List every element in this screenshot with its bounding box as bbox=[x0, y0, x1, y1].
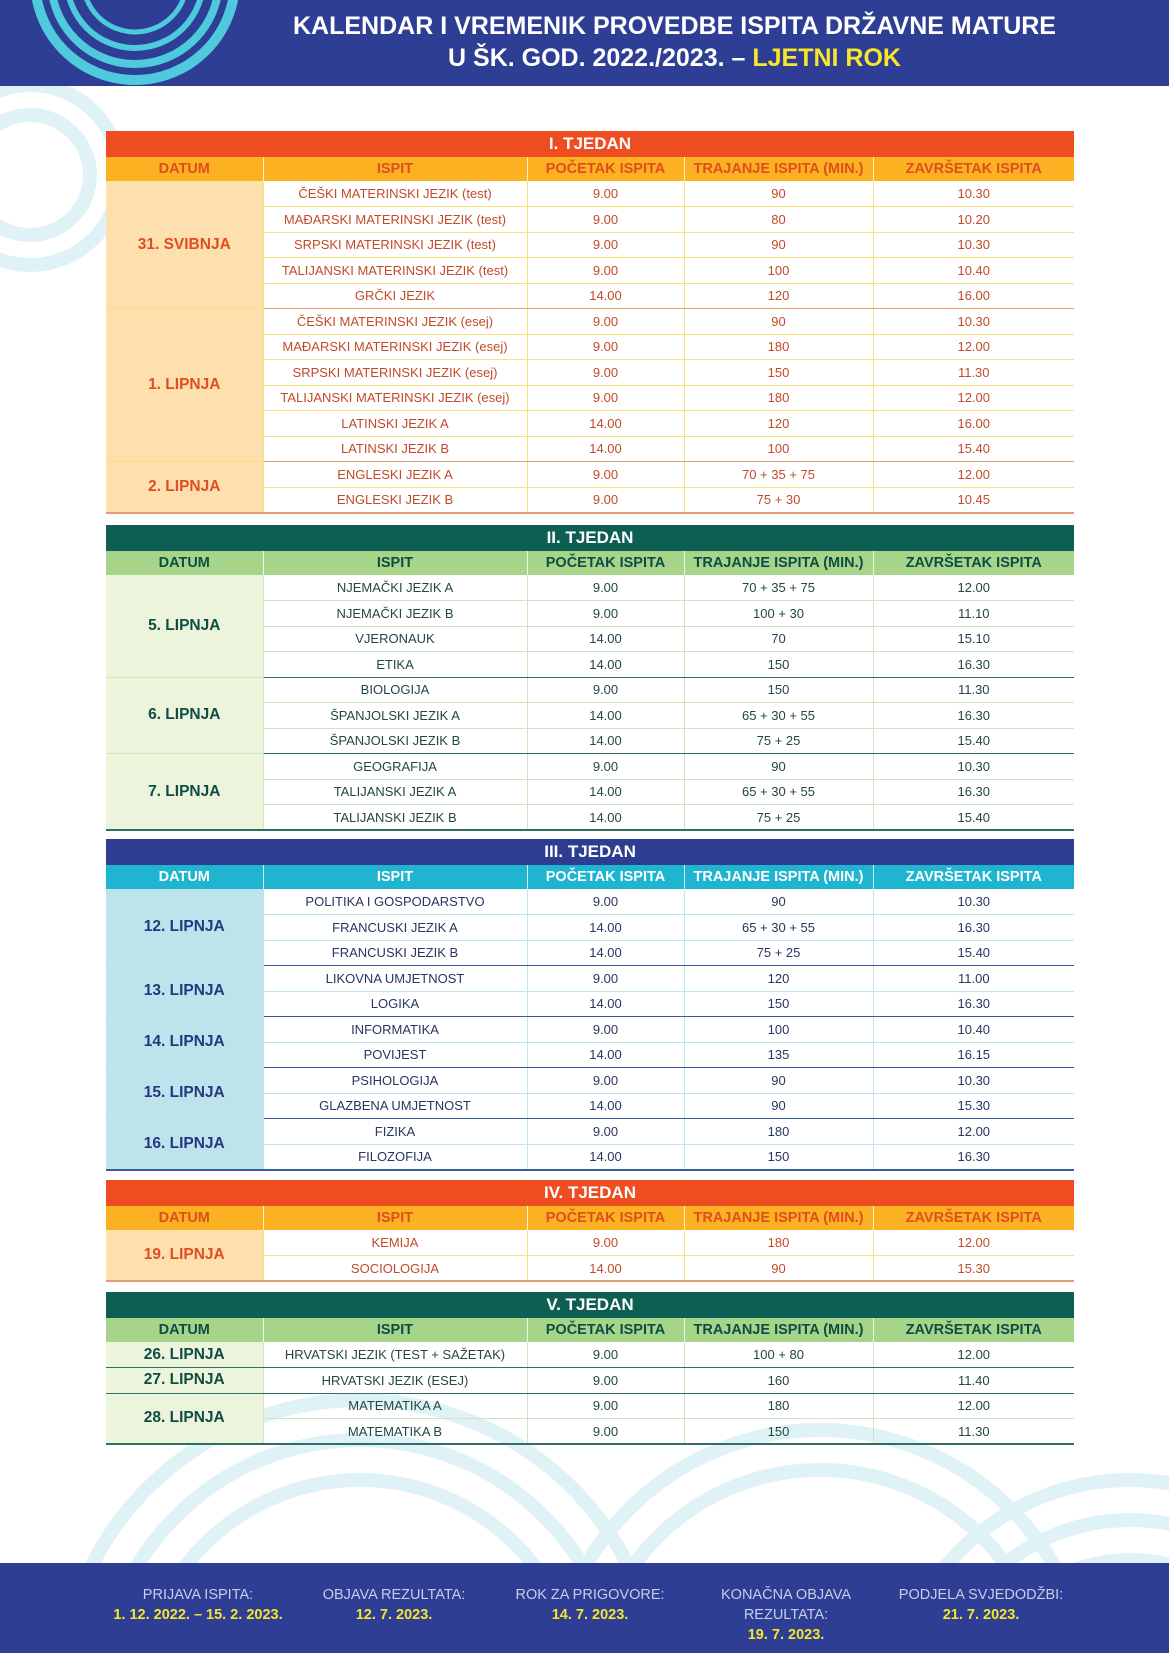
exam-duration: 65 + 30 + 55 bbox=[684, 779, 873, 805]
week-title: III. TJEDAN bbox=[106, 839, 1074, 865]
footer-item-konacna-objava bbox=[681, 1585, 891, 1645]
page-title bbox=[240, 10, 1109, 74]
exam-duration: 120 bbox=[684, 283, 873, 309]
exam-end: 16.00 bbox=[873, 283, 1074, 309]
exam-duration: 100 bbox=[684, 436, 873, 462]
exam-date: 14. LIPNJA bbox=[106, 1017, 263, 1068]
exam-end: 11.30 bbox=[873, 677, 1074, 703]
column-header-datum: DATUM bbox=[106, 1206, 263, 1230]
exam-start: 14.00 bbox=[527, 1042, 684, 1068]
exam-date: 5. LIPNJA bbox=[106, 575, 263, 677]
footer-date: 19. 7. 2023. bbox=[747, 1627, 825, 1643]
exam-subject: LATINSKI JEZIK A bbox=[263, 411, 527, 437]
exam-row bbox=[106, 1342, 1074, 1368]
exam-start: 9.00 bbox=[527, 258, 684, 284]
exam-subject: FIZIKA bbox=[263, 1119, 527, 1145]
exam-subject: PSIHOLOGIJA bbox=[263, 1068, 527, 1094]
exam-subject: NJEMAČKI JEZIK B bbox=[263, 601, 527, 627]
exam-start: 9.00 bbox=[527, 1230, 684, 1256]
exam-subject: FRANCUSKI JEZIK B bbox=[263, 940, 527, 966]
exam-end: 11.30 bbox=[873, 1419, 1074, 1445]
exam-row bbox=[106, 575, 1074, 601]
exam-start: 14.00 bbox=[527, 626, 684, 652]
column-header-ispit: ISPIT bbox=[263, 1318, 527, 1342]
exam-duration: 70 + 35 + 75 bbox=[684, 462, 873, 488]
exam-subject: POLITIKA I GOSPODARSTVO bbox=[263, 889, 527, 915]
exam-end: 11.00 bbox=[873, 966, 1074, 992]
footer-date: 14. 7. 2023. bbox=[551, 1607, 629, 1623]
footer-deadlines bbox=[0, 1563, 1169, 1653]
exam-subject: MATEMATIKA A bbox=[263, 1393, 527, 1419]
exam-subject: SRPSKI MATERINSKI JEZIK (esej) bbox=[263, 360, 527, 386]
exam-duration: 75 + 30 bbox=[684, 487, 873, 513]
exam-date: 27. LIPNJA bbox=[106, 1368, 263, 1394]
column-header-trajanje: TRAJANJE ISPITA (MIN.) bbox=[684, 1206, 873, 1230]
column-header-trajanje: TRAJANJE ISPITA (MIN.) bbox=[684, 551, 873, 575]
column-header-zavrsetak: ZAVRŠETAK ISPITA bbox=[873, 1206, 1074, 1230]
exam-subject: FRANCUSKI JEZIK A bbox=[263, 915, 527, 941]
column-header-trajanje: TRAJANJE ISPITA (MIN.) bbox=[684, 157, 873, 181]
exam-subject: FILOZOFIJA bbox=[263, 1144, 527, 1170]
week-section bbox=[106, 131, 1074, 514]
exam-start: 9.00 bbox=[527, 1068, 684, 1094]
exam-subject: GLAZBENA UMJETNOST bbox=[263, 1093, 527, 1119]
week-table bbox=[106, 839, 1074, 1171]
column-header-row bbox=[106, 551, 1074, 575]
exam-subject: TALIJANSKI MATERINSKI JEZIK (test) bbox=[263, 258, 527, 284]
column-header-zavrsetak: ZAVRŠETAK ISPITA bbox=[873, 865, 1074, 889]
exam-duration: 150 bbox=[684, 652, 873, 678]
week-title: II. TJEDAN bbox=[106, 525, 1074, 551]
week-section bbox=[106, 839, 1074, 1171]
footer-date: 12. 7. 2023. bbox=[355, 1607, 433, 1623]
exam-duration: 90 bbox=[684, 309, 873, 335]
exam-subject: VJERONAUK bbox=[263, 626, 527, 652]
exam-start: 9.00 bbox=[527, 601, 684, 627]
exam-row bbox=[106, 966, 1074, 992]
exam-date: 19. LIPNJA bbox=[106, 1230, 263, 1281]
exam-end: 12.00 bbox=[873, 334, 1074, 360]
exam-duration: 120 bbox=[684, 411, 873, 437]
exam-end: 10.30 bbox=[873, 1068, 1074, 1094]
column-header-datum: DATUM bbox=[106, 157, 263, 181]
week-title-row bbox=[106, 839, 1074, 865]
exam-duration: 150 bbox=[684, 1419, 873, 1445]
exam-date: 28. LIPNJA bbox=[106, 1393, 263, 1444]
column-header-pocetak: POČETAK ISPITA bbox=[527, 157, 684, 181]
exam-duration: 90 bbox=[684, 1068, 873, 1094]
page-header bbox=[0, 0, 1169, 86]
exam-start: 9.00 bbox=[527, 334, 684, 360]
footer-item-prijava bbox=[93, 1585, 303, 1625]
exam-subject: BIOLOGIJA bbox=[263, 677, 527, 703]
exam-end: 12.00 bbox=[873, 575, 1074, 601]
exam-start: 14.00 bbox=[527, 728, 684, 754]
exam-duration: 100 + 30 bbox=[684, 601, 873, 627]
exam-date: 16. LIPNJA bbox=[106, 1119, 263, 1170]
footer-label: PRIJAVA ISPITA: bbox=[142, 1587, 254, 1603]
footer-label: ROK ZA PRIGOVORE: bbox=[515, 1587, 665, 1603]
column-header-pocetak: POČETAK ISPITA bbox=[527, 865, 684, 889]
exam-start: 14.00 bbox=[527, 779, 684, 805]
exam-end: 15.30 bbox=[873, 1093, 1074, 1119]
exam-end: 10.30 bbox=[873, 754, 1074, 780]
exam-subject: ŠPANJOLSKI JEZIK A bbox=[263, 703, 527, 729]
exam-duration: 180 bbox=[684, 1393, 873, 1419]
week-table bbox=[106, 525, 1074, 831]
exam-start: 9.00 bbox=[527, 677, 684, 703]
column-header-datum: DATUM bbox=[106, 551, 263, 575]
exam-end: 10.20 bbox=[873, 207, 1074, 233]
exam-duration: 70 + 35 + 75 bbox=[684, 575, 873, 601]
exam-date: 6. LIPNJA bbox=[106, 677, 263, 754]
exam-end: 10.30 bbox=[873, 181, 1074, 207]
exam-end: 16.15 bbox=[873, 1042, 1074, 1068]
footer-item-prigovori bbox=[485, 1585, 695, 1625]
column-header-trajanje: TRAJANJE ISPITA (MIN.) bbox=[684, 1318, 873, 1342]
week-title-row bbox=[106, 525, 1074, 551]
exam-subject: TALIJANSKI MATERINSKI JEZIK (esej) bbox=[263, 385, 527, 411]
exam-end: 12.00 bbox=[873, 462, 1074, 488]
exam-start: 9.00 bbox=[527, 487, 684, 513]
column-header-trajanje: TRAJANJE ISPITA (MIN.) bbox=[684, 865, 873, 889]
exam-subject: HRVATSKI JEZIK (TEST + SAŽETAK) bbox=[263, 1342, 527, 1368]
exam-duration: 180 bbox=[684, 1230, 873, 1256]
exam-start: 9.00 bbox=[527, 966, 684, 992]
exam-duration: 180 bbox=[684, 385, 873, 411]
exam-row bbox=[106, 1068, 1074, 1094]
exam-start: 14.00 bbox=[527, 991, 684, 1017]
exam-duration: 100 bbox=[684, 1017, 873, 1043]
exam-start: 14.00 bbox=[527, 915, 684, 941]
exam-duration: 70 bbox=[684, 626, 873, 652]
exam-start: 14.00 bbox=[527, 703, 684, 729]
exam-date: 26. LIPNJA bbox=[106, 1342, 263, 1368]
exam-end: 15.10 bbox=[873, 626, 1074, 652]
exam-subject: ŠPANJOLSKI JEZIK B bbox=[263, 728, 527, 754]
footer-label: OBJAVA REZULTATA: bbox=[322, 1587, 466, 1603]
exam-start: 14.00 bbox=[527, 283, 684, 309]
exam-duration: 90 bbox=[684, 754, 873, 780]
title-line-1: KALENDAR I VREMENIK PROVEDBE ISPITA DRŽAVNE MATURE bbox=[292, 12, 1056, 40]
exam-end: 16.00 bbox=[873, 411, 1074, 437]
exam-date: 1. LIPNJA bbox=[106, 309, 263, 462]
week-table bbox=[106, 1292, 1074, 1445]
exam-row bbox=[106, 181, 1074, 207]
column-header-row bbox=[106, 1318, 1074, 1342]
exam-end: 10.40 bbox=[873, 1017, 1074, 1043]
exam-start: 14.00 bbox=[527, 1144, 684, 1170]
column-header-ispit: ISPIT bbox=[263, 865, 527, 889]
exam-duration: 150 bbox=[684, 360, 873, 386]
exam-row bbox=[106, 1230, 1074, 1256]
exam-duration: 160 bbox=[684, 1368, 873, 1394]
title-line-2-prefix: U ŠK. GOD. 2022./2023. – bbox=[448, 44, 753, 72]
exam-duration: 150 bbox=[684, 677, 873, 703]
exam-end: 16.30 bbox=[873, 703, 1074, 729]
week-table bbox=[106, 131, 1074, 514]
exam-start: 9.00 bbox=[527, 385, 684, 411]
exam-date: 2. LIPNJA bbox=[106, 462, 263, 513]
exam-end: 15.30 bbox=[873, 1256, 1074, 1282]
exam-duration: 100 + 80 bbox=[684, 1342, 873, 1368]
exam-row bbox=[106, 677, 1074, 703]
exam-subject: ENGLESKI JEZIK A bbox=[263, 462, 527, 488]
exam-duration: 120 bbox=[684, 966, 873, 992]
exam-duration: 90 bbox=[684, 1256, 873, 1282]
exam-end: 16.30 bbox=[873, 915, 1074, 941]
exam-start: 9.00 bbox=[527, 207, 684, 233]
exam-duration: 65 + 30 + 55 bbox=[684, 915, 873, 941]
column-header-ispit: ISPIT bbox=[263, 1206, 527, 1230]
exam-start: 9.00 bbox=[527, 1419, 684, 1445]
exam-date: 15. LIPNJA bbox=[106, 1068, 263, 1119]
column-header-ispit: ISPIT bbox=[263, 551, 527, 575]
exam-start: 14.00 bbox=[527, 411, 684, 437]
exam-end: 10.30 bbox=[873, 232, 1074, 258]
exam-end: 10.45 bbox=[873, 487, 1074, 513]
exam-start: 14.00 bbox=[527, 436, 684, 462]
header-circles-decoration bbox=[0, 0, 260, 86]
exam-row bbox=[106, 1119, 1074, 1145]
exam-end: 10.40 bbox=[873, 258, 1074, 284]
column-header-pocetak: POČETAK ISPITA bbox=[527, 1206, 684, 1230]
exam-end: 15.40 bbox=[873, 805, 1074, 831]
exam-duration: 150 bbox=[684, 1144, 873, 1170]
week-section bbox=[106, 1180, 1074, 1282]
exam-start: 9.00 bbox=[527, 575, 684, 601]
title-line-2 bbox=[240, 42, 1109, 74]
exam-start: 9.00 bbox=[527, 754, 684, 780]
exam-subject: TALIJANSKI JEZIK B bbox=[263, 805, 527, 831]
exam-subject: SRPSKI MATERINSKI JEZIK (test) bbox=[263, 232, 527, 258]
exam-end: 10.30 bbox=[873, 889, 1074, 915]
exam-subject: INFORMATIKA bbox=[263, 1017, 527, 1043]
exam-subject: KEMIJA bbox=[263, 1230, 527, 1256]
exam-duration: 90 bbox=[684, 889, 873, 915]
column-header-zavrsetak: ZAVRŠETAK ISPITA bbox=[873, 551, 1074, 575]
week-title-row bbox=[106, 131, 1074, 157]
exam-subject: LOGIKA bbox=[263, 991, 527, 1017]
exam-start: 9.00 bbox=[527, 889, 684, 915]
exam-row bbox=[106, 309, 1074, 335]
exam-duration: 180 bbox=[684, 334, 873, 360]
exam-end: 15.40 bbox=[873, 940, 1074, 966]
exam-start: 9.00 bbox=[527, 181, 684, 207]
exam-end: 16.30 bbox=[873, 652, 1074, 678]
column-header-row bbox=[106, 157, 1074, 181]
exam-start: 14.00 bbox=[527, 1256, 684, 1282]
footer-item-objava bbox=[289, 1585, 499, 1625]
column-header-datum: DATUM bbox=[106, 1318, 263, 1342]
column-header-pocetak: POČETAK ISPITA bbox=[527, 1318, 684, 1342]
exam-row bbox=[106, 1017, 1074, 1043]
footer-item-svjedodzbe bbox=[876, 1585, 1086, 1625]
exam-end: 12.00 bbox=[873, 1342, 1074, 1368]
exam-start: 14.00 bbox=[527, 652, 684, 678]
exam-subject: SOCIOLOGIJA bbox=[263, 1256, 527, 1282]
exam-subject: ETIKA bbox=[263, 652, 527, 678]
exam-date: 7. LIPNJA bbox=[106, 754, 263, 831]
column-header-zavrsetak: ZAVRŠETAK ISPITA bbox=[873, 1318, 1074, 1342]
exam-end: 15.40 bbox=[873, 436, 1074, 462]
exam-end: 12.00 bbox=[873, 1230, 1074, 1256]
exam-end: 16.30 bbox=[873, 991, 1074, 1017]
exam-date: 12. LIPNJA bbox=[106, 889, 263, 966]
column-header-row bbox=[106, 865, 1074, 889]
exam-end: 15.40 bbox=[873, 728, 1074, 754]
week-title-row bbox=[106, 1180, 1074, 1206]
exam-end: 11.30 bbox=[873, 360, 1074, 386]
exam-start: 9.00 bbox=[527, 309, 684, 335]
exam-duration: 135 bbox=[684, 1042, 873, 1068]
exam-duration: 100 bbox=[684, 258, 873, 284]
week-title: V. TJEDAN bbox=[106, 1292, 1074, 1318]
exam-end: 11.10 bbox=[873, 601, 1074, 627]
column-header-zavrsetak: ZAVRŠETAK ISPITA bbox=[873, 157, 1074, 181]
exam-start: 9.00 bbox=[527, 360, 684, 386]
exam-row bbox=[106, 1368, 1074, 1394]
week-table bbox=[106, 1180, 1074, 1282]
exam-start: 9.00 bbox=[527, 462, 684, 488]
column-header-row bbox=[106, 1206, 1074, 1230]
exam-duration: 75 + 25 bbox=[684, 728, 873, 754]
exam-start: 9.00 bbox=[527, 1017, 684, 1043]
exam-start: 14.00 bbox=[527, 940, 684, 966]
exam-subject: GRČKI JEZIK bbox=[263, 283, 527, 309]
column-header-ispit: ISPIT bbox=[263, 157, 527, 181]
exam-subject: ČEŠKI MATERINSKI JEZIK (test) bbox=[263, 181, 527, 207]
exam-row bbox=[106, 1393, 1074, 1419]
exam-end: 12.00 bbox=[873, 1393, 1074, 1419]
exam-start: 14.00 bbox=[527, 1093, 684, 1119]
exam-subject: ENGLESKI JEZIK B bbox=[263, 487, 527, 513]
footer-label: KONAČNA OBJAVA REZULTATA: bbox=[721, 1587, 851, 1623]
exam-subject: ČEŠKI MATERINSKI JEZIK (esej) bbox=[263, 309, 527, 335]
footer-date: 21. 7. 2023. bbox=[942, 1607, 1020, 1623]
exam-duration: 75 + 25 bbox=[684, 940, 873, 966]
footer-label: PODJELA SVJEDODŽBI: bbox=[898, 1587, 1064, 1603]
week-title: IV. TJEDAN bbox=[106, 1180, 1074, 1206]
exam-end: 10.30 bbox=[873, 309, 1074, 335]
exam-end: 16.30 bbox=[873, 1144, 1074, 1170]
exam-row bbox=[106, 462, 1074, 488]
exam-duration: 90 bbox=[684, 232, 873, 258]
column-header-datum: DATUM bbox=[106, 865, 263, 889]
exam-start: 9.00 bbox=[527, 1393, 684, 1419]
exam-duration: 75 + 25 bbox=[684, 805, 873, 831]
exam-row bbox=[106, 889, 1074, 915]
exam-subject: TALIJANSKI JEZIK A bbox=[263, 779, 527, 805]
exam-start: 9.00 bbox=[527, 1119, 684, 1145]
exam-duration: 90 bbox=[684, 181, 873, 207]
footer-date: 1. 12. 2022. – 15. 2. 2023. bbox=[113, 1607, 283, 1623]
week-section bbox=[106, 525, 1074, 831]
exam-end: 12.00 bbox=[873, 385, 1074, 411]
exam-subject: NJEMAČKI JEZIK A bbox=[263, 575, 527, 601]
exam-subject: MAĐARSKI MATERINSKI JEZIK (esej) bbox=[263, 334, 527, 360]
column-header-pocetak: POČETAK ISPITA bbox=[527, 551, 684, 575]
exam-duration: 150 bbox=[684, 991, 873, 1017]
exam-end: 16.30 bbox=[873, 779, 1074, 805]
exam-duration: 80 bbox=[684, 207, 873, 233]
week-title: I. TJEDAN bbox=[106, 131, 1074, 157]
exam-subject: HRVATSKI JEZIK (ESEJ) bbox=[263, 1368, 527, 1394]
exam-subject: MAĐARSKI MATERINSKI JEZIK (test) bbox=[263, 207, 527, 233]
title-highlight: LJETNI ROK bbox=[752, 44, 901, 72]
week-title-row bbox=[106, 1292, 1074, 1318]
exam-duration: 90 bbox=[684, 1093, 873, 1119]
week-section bbox=[106, 1292, 1074, 1445]
exam-start: 14.00 bbox=[527, 805, 684, 831]
exam-subject: POVIJEST bbox=[263, 1042, 527, 1068]
exam-end: 11.40 bbox=[873, 1368, 1074, 1394]
exam-subject: GEOGRAFIJA bbox=[263, 754, 527, 780]
exam-subject: MATEMATIKA B bbox=[263, 1419, 527, 1445]
exam-start: 9.00 bbox=[527, 232, 684, 258]
exam-row bbox=[106, 754, 1074, 780]
exam-start: 9.00 bbox=[527, 1342, 684, 1368]
exam-start: 9.00 bbox=[527, 1368, 684, 1394]
exam-subject: LIKOVNA UMJETNOST bbox=[263, 966, 527, 992]
exam-duration: 180 bbox=[684, 1119, 873, 1145]
exam-subject: LATINSKI JEZIK B bbox=[263, 436, 527, 462]
exam-end: 12.00 bbox=[873, 1119, 1074, 1145]
exam-date: 31. SVIBNJA bbox=[106, 181, 263, 309]
exam-duration: 65 + 30 + 55 bbox=[684, 703, 873, 729]
exam-date: 13. LIPNJA bbox=[106, 966, 263, 1017]
